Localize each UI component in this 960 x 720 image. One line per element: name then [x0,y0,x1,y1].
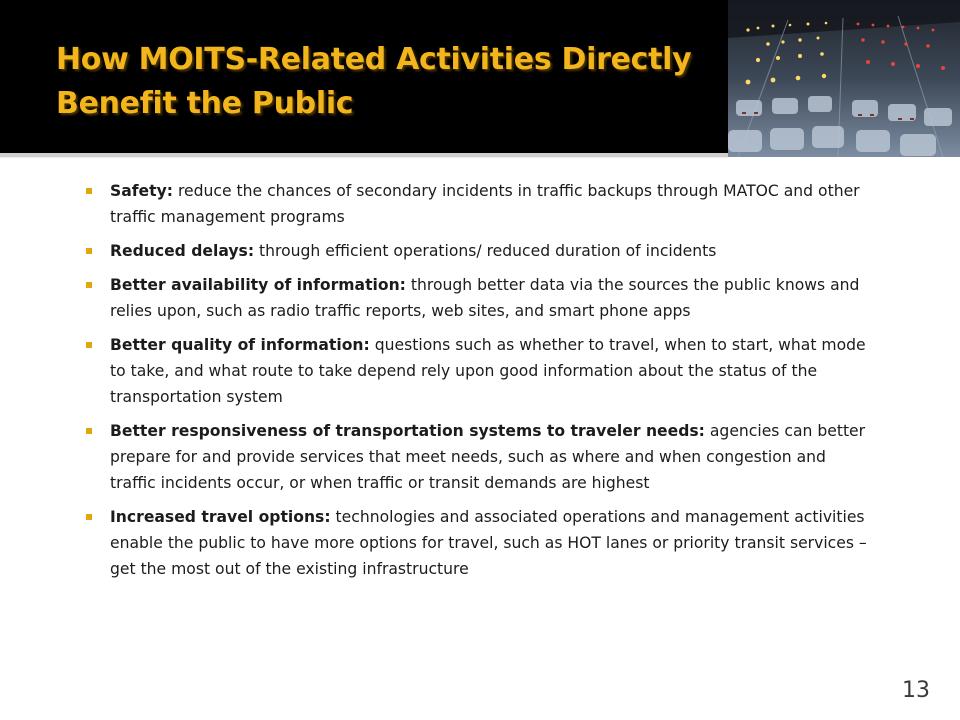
list-item-availability [86,272,876,324]
item-term: Better availability of information: [110,276,406,294]
item-term: Better responsiveness of transportation systems to traveler needs: [110,422,705,440]
bullet-square-icon [86,514,92,520]
title-bar [0,0,728,153]
title-divider-highlight [0,157,728,158]
slide-title: How MOITS-Related Activities Directly Benefit the Public [56,42,692,121]
benefits-list [86,178,876,590]
item-text: through better data via the sources the public knows and relies upon, such as radio traffic reports, web sites, and smart phone apps [110,276,860,320]
list-item-reduced-delays [86,238,876,264]
item-text: reduce the chances of secondary incidents in traffic backups through MATOC and other traffic management programs [110,182,860,226]
list-item-travel-options [86,504,876,582]
bullet-square-icon [86,282,92,288]
list-item-responsiveness [86,418,876,496]
bullet-square-icon [86,342,92,348]
item-text: technologies and associated operations and management activities enable the public to have more options for travel, such as HOT lanes or priority transit services – get the most out of the existing infrastructure [110,508,867,578]
bullet-square-icon [86,428,92,434]
item-term: Increased travel options: [110,508,331,526]
bullet-square-icon [86,248,92,254]
list-item-quality [86,332,876,410]
list-item-safety [86,178,876,230]
item-text: through efficient operations/ reduced duration of incidents [259,242,717,260]
bullet-square-icon [86,188,92,194]
item-text: agencies can better prepare for and provide services that meet needs, such as where and when congestion and traffic incidents occur, or when traffic or transit demands are highest [110,422,866,492]
traffic-photo [728,0,960,157]
item-term: Better quality of information: [110,336,370,354]
item-term: Reduced delays: [110,242,255,260]
page-number: 13 [902,678,930,703]
item-text: questions such as whether to travel, when to start, what mode to take, and what route to take depend rely upon good information about the status of the transportation system [110,336,866,406]
item-term: Safety: [110,182,173,200]
